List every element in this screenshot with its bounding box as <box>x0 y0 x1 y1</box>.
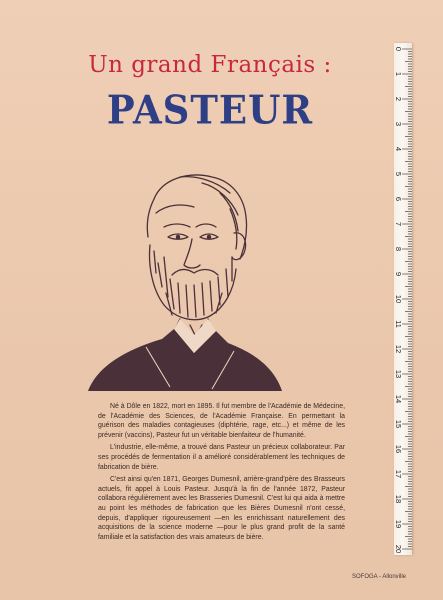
paragraph-1: Né à Dôle en 1822, mort en 1895. Il fut membre de l'Académie de Médecine, de l'Académie des Sciences, de l'Académie Française. En permettant la guérison des maladies contagieuses (diphtérie, rage, etc...) et même de les prévenir (vaccins), Pasteur fut un véritable bienfaiteur de l'humanité. <box>98 403 345 439</box>
ruler-label: 13 <box>394 369 403 379</box>
paragraph-3: C'est ainsi qu'en 1871, Georges Dumesnil, arrière-grand'père des Brasseurs actuels, fit appel à Louis Pasteur. Jusqu'à la fin de l'année 1872, Pasteur collabora régulièrement avec les Brasseries Dumesnil. C'est lui qui aida à mettre au point les méthodes de fabrication que les Bières Dumesnil n'ont cessé, depuis, d'appliquer rigoureusement —en les enrichissant naturellement des acquisitions de la science moderne —pour le plus grand profit de la santé familiale et la satisfaction des vrais amateurs de bière. <box>98 476 345 541</box>
ruler-label: 15 <box>394 419 403 429</box>
ruler-label: 19 <box>394 519 403 529</box>
ruler-label: 0 <box>394 46 403 52</box>
ruler-label: 16 <box>394 444 403 454</box>
ruler-label: 11 <box>394 320 403 328</box>
ruler-label: 18 <box>394 494 403 504</box>
ruler-label: 7 <box>394 221 403 227</box>
ruler-label: 2 <box>394 96 403 102</box>
ruler-label: 10 <box>394 294 403 304</box>
page-title: PASTEUR <box>106 86 314 134</box>
printer-credit: SOFOGA - Allonville <box>352 574 407 580</box>
ruler-label: 8 <box>394 246 403 252</box>
pasteur-portrait-illustration <box>84 153 284 391</box>
ruler-label: 20 <box>394 544 403 554</box>
ruler-label: 14 <box>394 394 403 404</box>
centimeter-ruler <box>394 43 412 555</box>
ruler-label: 9 <box>394 271 403 277</box>
ruler-label: 17 <box>394 469 403 479</box>
ruler-label: 12 <box>394 344 403 354</box>
paragraph-2: L'industrie, elle-même, a trouvé dans Pasteur un précieux collaborateur. Par ses procédés de fermentation il a amélioré considérablement les techniques de fabrication de bière. <box>98 444 345 471</box>
ruler-label: 1 <box>394 71 403 77</box>
subtitle: Un grand Français : <box>88 52 332 78</box>
ruler-label: 5 <box>394 171 403 177</box>
ruler-label: 6 <box>394 196 403 202</box>
ruler-label: 4 <box>394 146 403 152</box>
biography-text <box>98 402 345 545</box>
ruler-label: 3 <box>394 121 403 127</box>
